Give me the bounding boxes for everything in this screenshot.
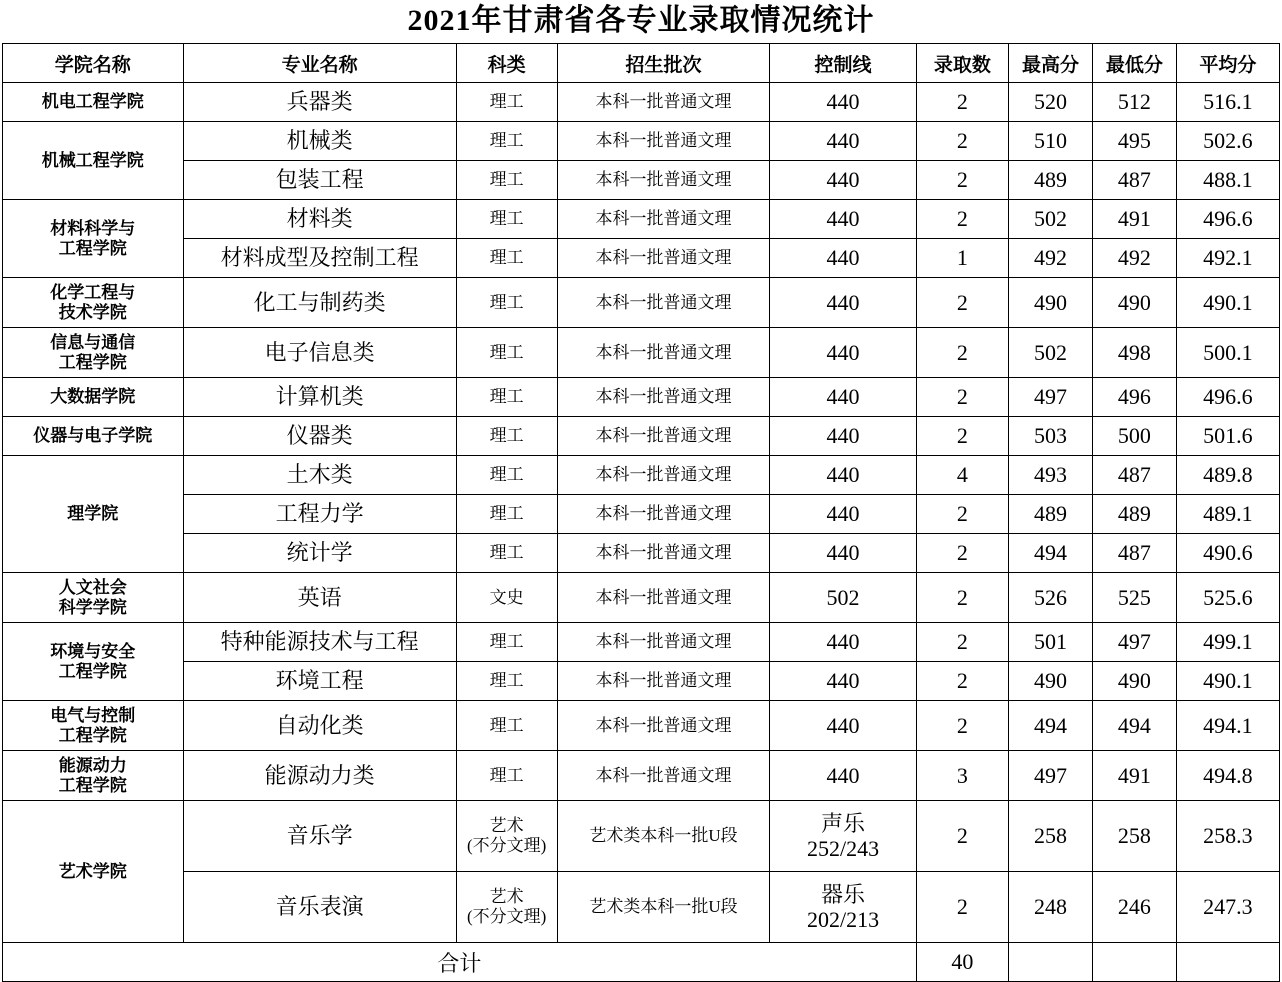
control-line-cell: 440: [770, 200, 916, 239]
admitted-count-cell: 2: [916, 378, 1008, 417]
average-score-cell: 502.6: [1176, 122, 1279, 161]
college-name-cell: 材料科学与 工程学院: [3, 200, 184, 278]
average-score-cell: 489.1: [1176, 495, 1279, 534]
control-line-cell: 440: [770, 456, 916, 495]
average-score-cell: 489.8: [1176, 456, 1279, 495]
admitted-count-cell: 2: [916, 417, 1008, 456]
average-score-cell: 500.1: [1176, 328, 1279, 378]
total-count-cell: 40: [916, 943, 1008, 982]
highest-score-cell: 502: [1009, 328, 1093, 378]
college-name-cell: 机械工程学院: [3, 122, 184, 200]
control-line-cell: 440: [770, 122, 916, 161]
admission-batch-cell: 本科一批普通文理: [557, 701, 770, 751]
subject-category-cell: 艺术 (不分文理): [456, 801, 557, 872]
column-header: 科类: [456, 44, 557, 83]
major-name-cell: 兵器类: [183, 83, 456, 122]
table-row: [3, 278, 1280, 328]
admitted-count-cell: 4: [916, 456, 1008, 495]
column-header: 控制线: [770, 44, 916, 83]
table-row: [3, 378, 1280, 417]
lowest-score-cell: 491: [1092, 200, 1176, 239]
highest-score-cell: 492: [1009, 239, 1093, 278]
subject-category-cell: 理工: [456, 328, 557, 378]
total-empty-cell: [1009, 943, 1093, 982]
table-row: [3, 872, 1280, 943]
major-name-cell: 土木类: [183, 456, 456, 495]
admission-batch-cell: 本科一批普通文理: [557, 328, 770, 378]
subject-category-cell: 艺术 (不分文理): [456, 872, 557, 943]
control-line-cell: 502: [770, 573, 916, 623]
highest-score-cell: 520: [1009, 83, 1093, 122]
control-line-cell: 440: [770, 278, 916, 328]
lowest-score-cell: 490: [1092, 278, 1176, 328]
subject-category-cell: 理工: [456, 701, 557, 751]
control-line-cell: 440: [770, 83, 916, 122]
table-row: [3, 662, 1280, 701]
college-name-cell: 能源动力 工程学院: [3, 751, 184, 801]
highest-score-cell: 489: [1009, 161, 1093, 200]
college-name-cell: 大数据学院: [3, 378, 184, 417]
lowest-score-cell: 491: [1092, 751, 1176, 801]
average-score-cell: 258.3: [1176, 801, 1279, 872]
average-score-cell: 501.6: [1176, 417, 1279, 456]
average-score-cell: 490.1: [1176, 278, 1279, 328]
highest-score-cell: 248: [1009, 872, 1093, 943]
admitted-count-cell: 2: [916, 662, 1008, 701]
total-label-cell: 合计: [3, 943, 917, 982]
major-name-cell: 化工与制药类: [183, 278, 456, 328]
college-name-cell: 信息与通信 工程学院: [3, 328, 184, 378]
average-score-cell: 492.1: [1176, 239, 1279, 278]
control-line-cell: 440: [770, 328, 916, 378]
admission-batch-cell: 本科一批普通文理: [557, 122, 770, 161]
control-line-cell: 440: [770, 378, 916, 417]
average-score-cell: 525.6: [1176, 573, 1279, 623]
highest-score-cell: 497: [1009, 751, 1093, 801]
table-header: [3, 44, 1280, 83]
admitted-count-cell: 2: [916, 200, 1008, 239]
total-empty-cell: [1092, 943, 1176, 982]
admitted-count-cell: 2: [916, 495, 1008, 534]
total-empty-cell: [1176, 943, 1279, 982]
major-name-cell: 电子信息类: [183, 328, 456, 378]
major-name-cell: 仪器类: [183, 417, 456, 456]
lowest-score-cell: 496: [1092, 378, 1176, 417]
admission-batch-cell: 本科一批普通文理: [557, 378, 770, 417]
major-name-cell: 工程力学: [183, 495, 456, 534]
column-header: 最低分: [1092, 44, 1176, 83]
admission-batch-cell: 本科一批普通文理: [557, 573, 770, 623]
admission-batch-cell: 本科一批普通文理: [557, 662, 770, 701]
major-name-cell: 音乐表演: [183, 872, 456, 943]
subject-category-cell: 理工: [456, 278, 557, 328]
table-row: [3, 239, 1280, 278]
highest-score-cell: 490: [1009, 278, 1093, 328]
average-score-cell: 494.8: [1176, 751, 1279, 801]
admission-batch-cell: 本科一批普通文理: [557, 161, 770, 200]
average-score-cell: 496.6: [1176, 378, 1279, 417]
subject-category-cell: 理工: [456, 751, 557, 801]
header-row: [3, 44, 1280, 83]
average-score-cell: 516.1: [1176, 83, 1279, 122]
admitted-count-cell: 2: [916, 83, 1008, 122]
table-row: [3, 701, 1280, 751]
lowest-score-cell: 500: [1092, 417, 1176, 456]
highest-score-cell: 497: [1009, 378, 1093, 417]
control-line-cell: 440: [770, 751, 916, 801]
column-header: 最高分: [1009, 44, 1093, 83]
admitted-count-cell: 3: [916, 751, 1008, 801]
highest-score-cell: 510: [1009, 122, 1093, 161]
subject-category-cell: 理工: [456, 83, 557, 122]
table-row: [3, 161, 1280, 200]
highest-score-cell: 526: [1009, 573, 1093, 623]
college-name-cell: 化学工程与 技术学院: [3, 278, 184, 328]
major-name-cell: 材料成型及控制工程: [183, 239, 456, 278]
admitted-count-cell: 2: [916, 801, 1008, 872]
subject-category-cell: 理工: [456, 161, 557, 200]
table-row: [3, 495, 1280, 534]
admission-batch-cell: 本科一批普通文理: [557, 417, 770, 456]
highest-score-cell: 494: [1009, 534, 1093, 573]
table-row: [3, 200, 1280, 239]
lowest-score-cell: 487: [1092, 161, 1176, 200]
admission-batch-cell: 本科一批普通文理: [557, 495, 770, 534]
average-score-cell: 488.1: [1176, 161, 1279, 200]
admission-batch-cell: 本科一批普通文理: [557, 239, 770, 278]
highest-score-cell: 501: [1009, 623, 1093, 662]
average-score-cell: 247.3: [1176, 872, 1279, 943]
college-name-cell: 机电工程学院: [3, 83, 184, 122]
table-row: [3, 456, 1280, 495]
average-score-cell: 490.6: [1176, 534, 1279, 573]
control-line-cell: 440: [770, 495, 916, 534]
college-name-cell: 艺术学院: [3, 801, 184, 943]
admission-batch-cell: 本科一批普通文理: [557, 623, 770, 662]
highest-score-cell: 490: [1009, 662, 1093, 701]
admitted-count-cell: 2: [916, 701, 1008, 751]
major-name-cell: 计算机类: [183, 378, 456, 417]
admitted-count-cell: 2: [916, 328, 1008, 378]
control-line-cell: 440: [770, 534, 916, 573]
highest-score-cell: 258: [1009, 801, 1093, 872]
major-name-cell: 能源动力类: [183, 751, 456, 801]
admitted-count-cell: 2: [916, 623, 1008, 662]
admission-batch-cell: 本科一批普通文理: [557, 83, 770, 122]
lowest-score-cell: 258: [1092, 801, 1176, 872]
lowest-score-cell: 495: [1092, 122, 1176, 161]
admitted-count-cell: 1: [916, 239, 1008, 278]
lowest-score-cell: 512: [1092, 83, 1176, 122]
highest-score-cell: 503: [1009, 417, 1093, 456]
admitted-count-cell: 2: [916, 161, 1008, 200]
major-name-cell: 包装工程: [183, 161, 456, 200]
admission-batch-cell: 本科一批普通文理: [557, 534, 770, 573]
major-name-cell: 环境工程: [183, 662, 456, 701]
college-name-cell: 电气与控制 工程学院: [3, 701, 184, 751]
average-score-cell: 499.1: [1176, 623, 1279, 662]
admitted-count-cell: 2: [916, 278, 1008, 328]
control-line-cell: 440: [770, 701, 916, 751]
control-line-cell: 440: [770, 239, 916, 278]
major-name-cell: 材料类: [183, 200, 456, 239]
admitted-count-cell: 2: [916, 534, 1008, 573]
subject-category-cell: 理工: [456, 378, 557, 417]
subject-category-cell: 理工: [456, 662, 557, 701]
major-name-cell: 音乐学: [183, 801, 456, 872]
lowest-score-cell: 494: [1092, 701, 1176, 751]
control-line-cell: 440: [770, 417, 916, 456]
major-name-cell: 机械类: [183, 122, 456, 161]
lowest-score-cell: 497: [1092, 623, 1176, 662]
subject-category-cell: 理工: [456, 623, 557, 662]
subject-category-cell: 理工: [456, 417, 557, 456]
column-header: 录取数: [916, 44, 1008, 83]
admission-batch-cell: 艺术类本科一批U段: [557, 801, 770, 872]
average-score-cell: 496.6: [1176, 200, 1279, 239]
admitted-count-cell: 2: [916, 122, 1008, 161]
highest-score-cell: 494: [1009, 701, 1093, 751]
lowest-score-cell: 498: [1092, 328, 1176, 378]
major-name-cell: 英语: [183, 573, 456, 623]
subject-category-cell: 理工: [456, 534, 557, 573]
college-name-cell: 理学院: [3, 456, 184, 573]
table-row: [3, 122, 1280, 161]
admitted-count-cell: 2: [916, 573, 1008, 623]
table-row: [3, 573, 1280, 623]
admission-batch-cell: 艺术类本科一批U段: [557, 872, 770, 943]
column-header: 专业名称: [183, 44, 456, 83]
major-name-cell: 特种能源技术与工程: [183, 623, 456, 662]
table-row: [3, 83, 1280, 122]
admission-batch-cell: 本科一批普通文理: [557, 200, 770, 239]
subject-category-cell: 文史: [456, 573, 557, 623]
lowest-score-cell: 490: [1092, 662, 1176, 701]
highest-score-cell: 493: [1009, 456, 1093, 495]
table-row: [3, 328, 1280, 378]
lowest-score-cell: 487: [1092, 534, 1176, 573]
table-row: [3, 801, 1280, 872]
average-score-cell: 490.1: [1176, 662, 1279, 701]
column-header: 招生批次: [557, 44, 770, 83]
table-body: [3, 83, 1280, 982]
average-score-cell: 494.1: [1176, 701, 1279, 751]
lowest-score-cell: 492: [1092, 239, 1176, 278]
control-line-cell: 440: [770, 161, 916, 200]
table-row: [3, 751, 1280, 801]
lowest-score-cell: 525: [1092, 573, 1176, 623]
highest-score-cell: 489: [1009, 495, 1093, 534]
subject-category-cell: 理工: [456, 239, 557, 278]
subject-category-cell: 理工: [456, 495, 557, 534]
admissions-table: [2, 43, 1280, 982]
control-line-cell: 器乐 202/213: [770, 872, 916, 943]
major-name-cell: 自动化类: [183, 701, 456, 751]
highest-score-cell: 502: [1009, 200, 1093, 239]
lowest-score-cell: 487: [1092, 456, 1176, 495]
total-row: [3, 943, 1280, 982]
major-name-cell: 统计学: [183, 534, 456, 573]
subject-category-cell: 理工: [456, 456, 557, 495]
table-row: [3, 623, 1280, 662]
admission-batch-cell: 本科一批普通文理: [557, 456, 770, 495]
subject-category-cell: 理工: [456, 200, 557, 239]
college-name-cell: 人文社会 科学学院: [3, 573, 184, 623]
lowest-score-cell: 246: [1092, 872, 1176, 943]
control-line-cell: 440: [770, 623, 916, 662]
admission-batch-cell: 本科一批普通文理: [557, 751, 770, 801]
column-header: 平均分: [1176, 44, 1279, 83]
table-row: [3, 417, 1280, 456]
admitted-count-cell: 2: [916, 872, 1008, 943]
lowest-score-cell: 489: [1092, 495, 1176, 534]
college-name-cell: 环境与安全 工程学院: [3, 623, 184, 701]
admission-batch-cell: 本科一批普通文理: [557, 278, 770, 328]
subject-category-cell: 理工: [456, 122, 557, 161]
college-name-cell: 仪器与电子学院: [3, 417, 184, 456]
control-line-cell: 440: [770, 662, 916, 701]
table-row: [3, 534, 1280, 573]
page-title: 2021年甘肃省各专业录取情况统计: [407, 4, 875, 37]
control-line-cell: 声乐 252/243: [770, 801, 916, 872]
column-header: 学院名称: [3, 44, 184, 83]
